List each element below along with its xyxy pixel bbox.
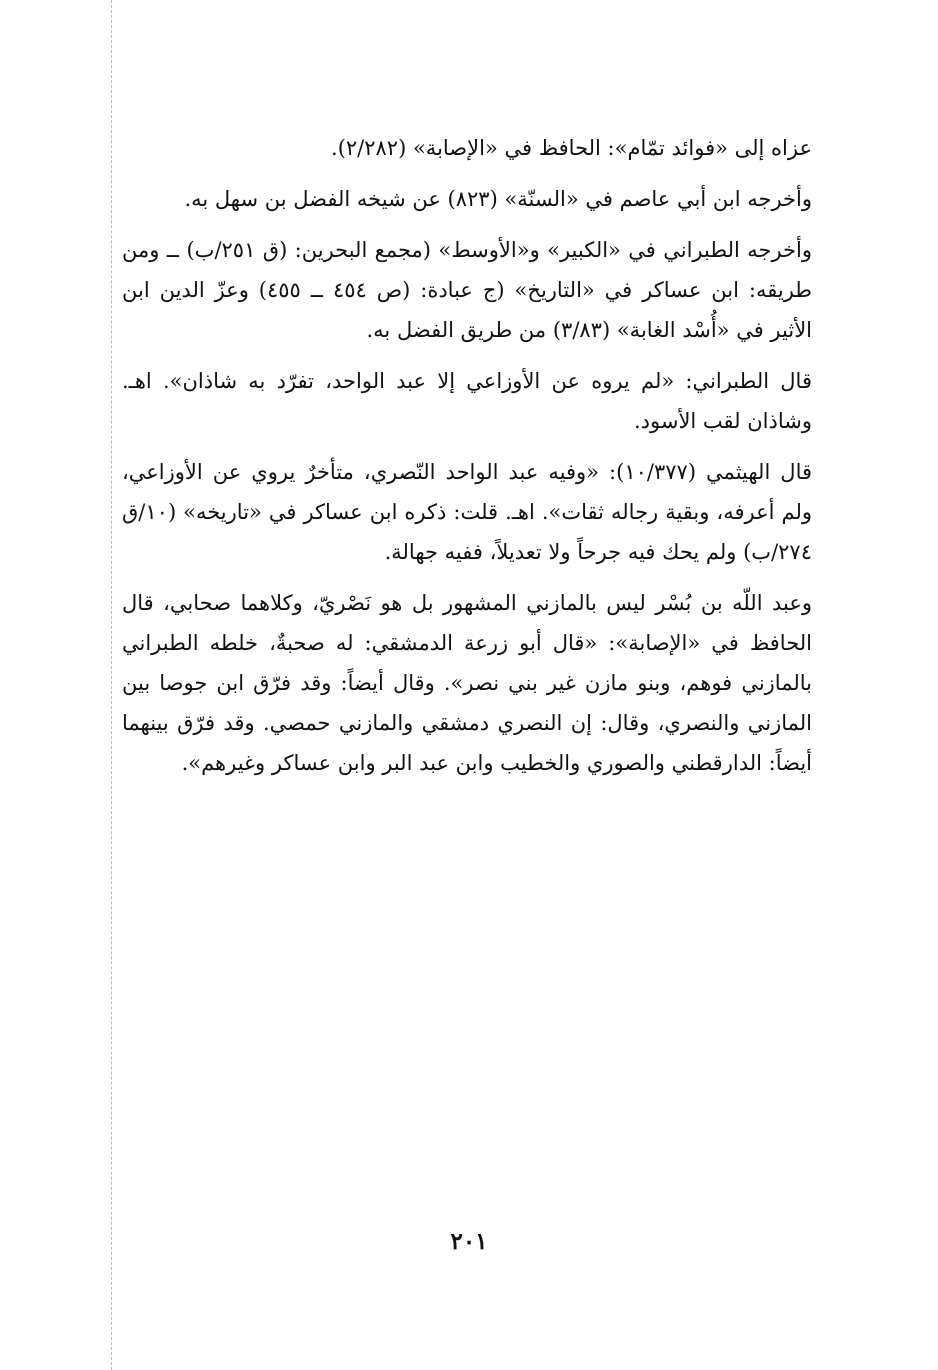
paragraph-ibn-abi-asim: وأخرجه ابن أبي عاصم في «السنّة» (٨٢٣) عن شيخه الفضل بن سهل به.	[184, 187, 812, 211]
footnote-text-block	[122, 128, 812, 783]
paragraph-haythami: قال الهيثمي (١٠/٣٧٧): «وفيه عبد الواحد النّصري، متأخرٌ يروي عن الأوزاعي، ولم أعرفه، وبقية رجاله ثقات». اهـ. قلت: ذكره ابن عساكر في «تاريخه» (١٠/ق ٢٧٤/ب) ولم يحك فيه جرحاً ولا تعديلاً، ففيه جهالة.	[122, 460, 813, 564]
paragraph-tabarani-takhrij: وأخرجه الطبراني في «الكبير» و«الأوسط» (مجمع البحرين: (ق ٢٥١/ب) ــ ومن طريقه: ابن عساكر في «التاريخ» (ج عبادة: (ص ٤٥٤ ــ ٤٥٥) وعزّ الدين ابن الأثير في «أُسْد الغابة» (٣/٨٣) من طريق الفضل به.	[122, 238, 812, 342]
margin-guide-line	[111, 0, 112, 1370]
page-number: ٢٠١	[450, 1228, 488, 1255]
paragraph-abdullah-bin-busr: وعبد اللّه بن بُسْر ليس بالمازني المشهور بل هو نَصْريّ، وكلاهما صحابي، قال الحافظ في «الإصابة»: «قال أبو زرعة الدمشقي: له صحبةٌ، خلطه الطبراني بالمازني فوهم، وبنو مازن غير بني نصر». وقال أيضاً: وقد فرّق ابن جوصا بين المازني والنصري، وقال: إن النصري دمشقي والمازني حمصي. وقد فرّق بينهما أيضاً: الدارقطني والصوري والخطيب وابن عبد البر وابن عساكر وغيرهم».	[122, 591, 812, 775]
paragraph-tabarani-quote: قال الطبراني: «لم يروه عن الأوزاعي إلا عبد الواحد، تفرّد به شاذان». اهـ. وشاذان لقب الأسود.	[122, 369, 812, 433]
paragraph-attribution: عزاه إلى «فوائد تمّام»: الحافظ في «الإصابة» (٢/٢٨٢).	[331, 136, 812, 160]
